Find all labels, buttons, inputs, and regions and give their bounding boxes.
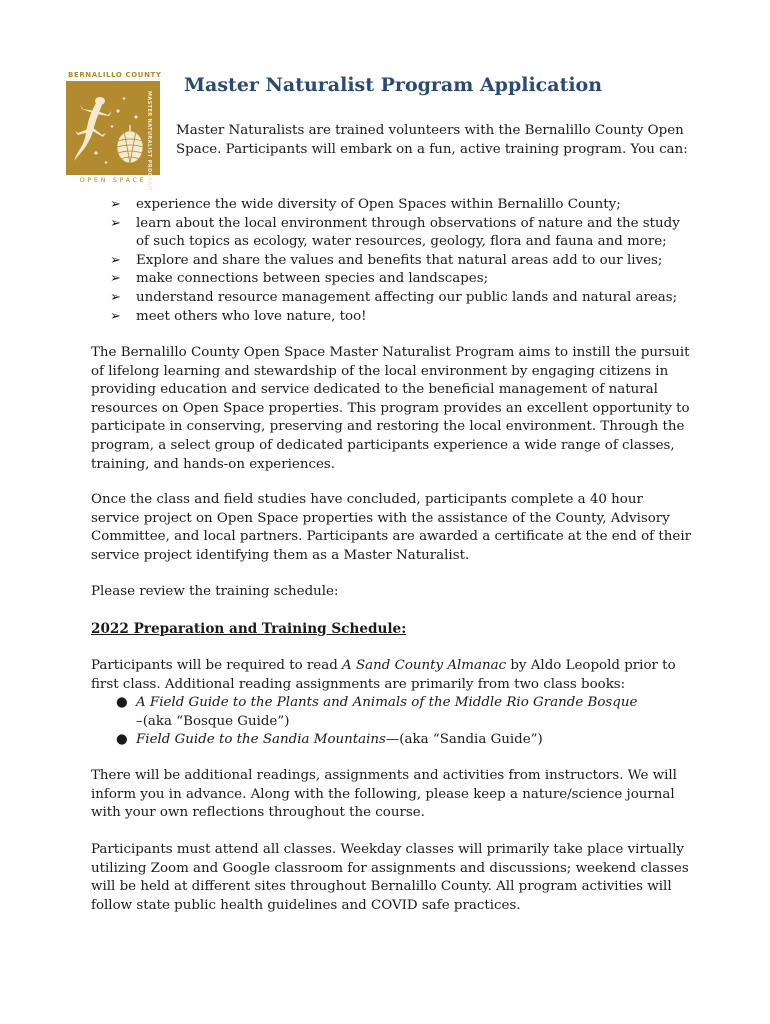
- dot-bullet-icon: ●: [116, 732, 128, 748]
- logo-side-text: MASTER NATURALIST PROGRAM: [146, 91, 152, 192]
- dot-bullet-icon: ●: [116, 695, 128, 710]
- open-space-logo: [66, 70, 162, 192]
- logo-top-text: BERNALILLO COUNTY: [68, 71, 162, 79]
- arrow-bullet-icon: ➢: [110, 289, 121, 305]
- additional-readings-text: There will be additional readings, assignments and activities from instructors. We will inform you in advance. Along with the following, please keep a nature/science journal with your own reflections throughout the course.: [91, 768, 677, 821]
- arrow-bullet-icon: ➢: [110, 252, 121, 268]
- activities-list: [110, 196, 690, 326]
- arrow-bullet-icon: ➢: [110, 308, 121, 324]
- list-item: ➢ experience the wide diversity of Open Spaces within Bernalillo County;: [110, 196, 690, 215]
- arrow-bullet-icon: ➢: [110, 197, 121, 212]
- page-title: Master Naturalist Program Application: [184, 74, 603, 96]
- list-item: ● A Field Guide to the Plants and Animals of the Middle Rio Grande Bosque –(aka “Bosque Guide”): [116, 695, 638, 729]
- reading-requirement: Participants will be required to read A Sand County Almanac by Aldo Leopold prior to first class. Additional reading assignments are primarily from two class books:: [91, 658, 676, 692]
- schedule-heading: 2022 Preparation and Training Schedule:: [91, 621, 407, 637]
- program-description: The Bernalillo County Open Space Master Naturalist Program aims to instill the pursuit of lifelong learning and stewardship of the local environment by engaging citizens in providing education and service dedicated to the beneficial management of natural resources on Open Space properties. This program provides an excellent opportunity to participate in conserving, preserving and restoring the local environment. Through the program, a select group of dedicated participants experience a wide range of classes, training, and hands-on experiences.: [91, 345, 690, 472]
- list-item: ➢ make connections between species and landscapes;: [110, 270, 690, 289]
- list-item: ● Field Guide to the Sandia Mountains—(aka “Sandia Guide”): [116, 731, 676, 750]
- attendance-text: Participants must attend all classes. Weekday classes will primarily take place virtually utilizing Zoom and Google classroom for assignments and discussions; weekend classes will be held at different sites throughout Bernalillo County. All program activities will follow state public health guidelines and COVID safe practices.: [91, 842, 689, 913]
- review-schedule-text: Please review the training schedule:: [91, 584, 339, 599]
- list-item: ➢ meet others who love nature, too!: [110, 308, 690, 327]
- list-item: ➢ learn about the local environment through observations of nature and the study of such topics as ecology, water resources, geology, flora and fauna and more;: [110, 215, 680, 250]
- logo-bottom-text: OPEN SPACE: [79, 176, 147, 184]
- list-item: ➢ Explore and share the values and benefits that natural areas add to our lives;: [110, 252, 690, 271]
- intro-text: Master Naturalists are trained volunteers with the Bernalillo County Open Space. Participants will embark on a fun, active training program. You can:: [176, 123, 688, 157]
- class-books-list: [116, 694, 676, 750]
- service-project-text: Once the class and field studies have concluded, participants complete a 40 hour service project on Open Space properties with the assistance of the County, Advisory Committee, and local partners. Participants are awarded a certificate at the end of their service project identifying them as a Master Naturalist.: [91, 492, 692, 563]
- book-title: A Sand County Almanac: [342, 658, 507, 673]
- arrow-bullet-icon: ➢: [110, 215, 121, 231]
- arrow-bullet-icon: ➢: [110, 271, 121, 287]
- list-item: ➢ understand resource management affecting our public lands and natural areas;: [110, 289, 690, 308]
